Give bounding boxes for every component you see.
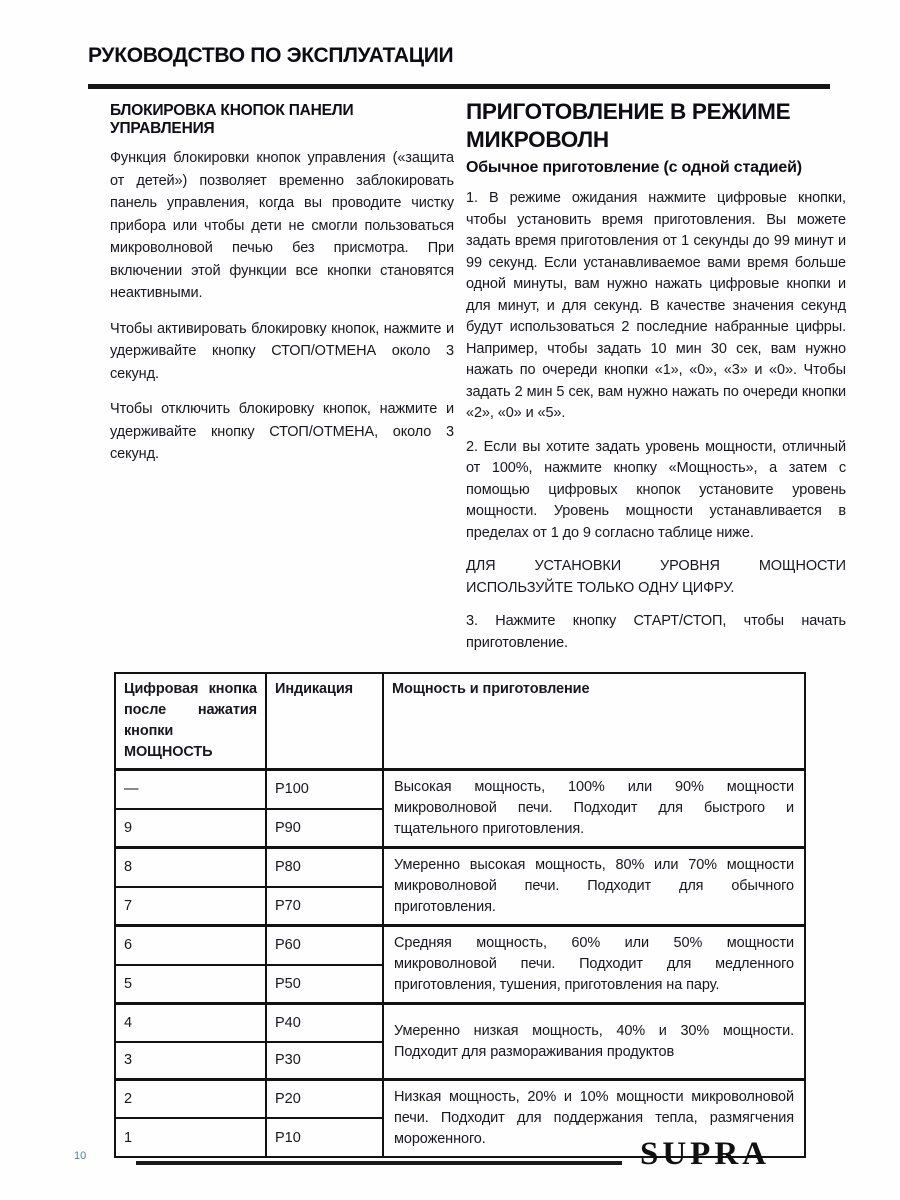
- table-header-row: [115, 673, 805, 770]
- power-description-cell: Высокая мощность, 100% или 90% мощности микроволновой печи. Подходит для быстрого и тщательного приготовления.: [383, 770, 805, 848]
- header-indication: Индикация: [266, 673, 383, 770]
- digit-key-cell: 2: [115, 1080, 266, 1119]
- digit-key-cell: 8: [115, 848, 266, 887]
- table-row: [115, 1080, 805, 1119]
- power-levels-table: [114, 672, 806, 1158]
- section-microwave-cooking: [466, 96, 846, 666]
- indication-cell: P30: [266, 1042, 383, 1080]
- power-level-note: ДЛЯ УСТАНОВКИ УРОВНЯ МОЩНОСТИ ИСПОЛЬЗУЙТЕ ТОЛЬКО ОДНУ ЦИФРУ.: [466, 558, 846, 596]
- digit-key-cell: 3: [115, 1042, 266, 1080]
- key-lock-paragraph: Функция блокировки кнопок управления («защита от детей») позволяет временно заблокировать панель управления, когда вы проводите чистку прибора или чтобы дети не смогли пользоваться микроволновой печью без присмотра. При включении этой функции все кнопки становятся неактивными.: [110, 150, 454, 301]
- cooking-step-2: 2. Если вы хотите задать уровень мощности, отличный от 100%, нажмите кнопку «Мощность», а затем с помощью цифровых кнопок установите уровень мощности. Уровень мощности устанавливается в пределах от 1 до 9 согласно таблице ниже.: [466, 438, 846, 541]
- power-description-cell: Умеренно высокая мощность, 80% или 70% мощности микроволновой печи. Подходит для обычного приготовления.: [383, 848, 805, 926]
- indication-cell: P10: [266, 1118, 383, 1157]
- indication-cell: P80: [266, 848, 383, 887]
- power-description-cell: Низкая мощность, 20% и 10% мощности микроволновой печи. Подходит для поддержания тепла, размягчения мороженного.: [383, 1080, 805, 1158]
- digit-key-cell: 9: [115, 809, 266, 848]
- digit-key-cell: 1: [115, 1118, 266, 1157]
- indication-cell: P20: [266, 1080, 383, 1119]
- header-power-description: Мощность и приготовление: [383, 673, 805, 770]
- footer-rule: [136, 1161, 622, 1165]
- key-lock-deactivate-paragraph: Чтобы отключить блокировку кнопок, нажмите и удерживайте кнопку СТОП/ОТМЕНА, около 3 секунд.: [110, 401, 454, 462]
- digit-key-cell: 5: [115, 965, 266, 1004]
- digit-key-cell: 7: [115, 887, 266, 926]
- supra-logo: SUPRA: [640, 1136, 771, 1172]
- table-row: [115, 770, 805, 809]
- digit-key-cell: —: [115, 770, 266, 809]
- key-lock-activate-paragraph: Чтобы активировать блокировку кнопок, нажмите и удерживайте кнопку СТОП/ОТМЕНА около 3 секунд.: [110, 320, 454, 382]
- key-lock-heading: БЛОКИРОВКА КНОПОК ПАНЕЛИ УПРАВЛЕНИЯ: [110, 102, 354, 137]
- title-rule: [88, 84, 830, 89]
- indication-cell: P100: [266, 770, 383, 809]
- indication-cell: P70: [266, 887, 383, 926]
- indication-cell: P40: [266, 1004, 383, 1042]
- cooking-step-1: 1. В режиме ожидания нажмите цифровые кнопки, чтобы установить время приготовления. Вы можете задать время приготовления от 1 секунды до 99 минут и 99 секунд. Если устанавливаемое вами время больше одной минуты, вам нужно нажать цифровые кнопки и для минут, и для секунд. В качестве значения секунд будут использоваться 2 последние набранные цифры. Например, чтобы задать 10 мин 30 сек, вам нужно нажать по очереди кнопки «1», «0», «3» и «0». Чтобы задать 2 мин 5 сек, вам нужно нажать по очереди кнопки «2», «0» и «5».: [466, 190, 846, 421]
- power-description-cell: Средняя мощность, 60% или 50% мощности микроволновой печи. Подходит для медленного приготовления, тушения, приготовления на пару.: [383, 926, 805, 1004]
- two-column-layout: [110, 96, 846, 666]
- single-stage-subheading: Обычное приготовление (с одной стадией): [466, 159, 802, 176]
- microwave-cooking-heading: ПРИГОТОВЛЕНИЕ В РЕЖИМЕ МИКРОВОЛН: [466, 99, 791, 152]
- digit-key-cell: 4: [115, 1004, 266, 1042]
- digit-key-cell: 6: [115, 926, 266, 965]
- table-row: [115, 1004, 805, 1042]
- page-number: 10: [74, 1150, 87, 1162]
- indication-cell: P50: [266, 965, 383, 1004]
- header-digit-key: Цифровая кнопка после нажатия кнопки МОЩНОСТЬ: [115, 673, 266, 770]
- cooking-step-3: 3. Нажмите кнопку СТАРТ/СТОП, чтобы начать приготовление.: [466, 613, 846, 651]
- indication-cell: P60: [266, 926, 383, 965]
- table-row: [115, 848, 805, 887]
- page-title: РУКОВОДСТВО ПО ЭКСПЛУАТАЦИИ: [88, 44, 454, 67]
- power-description-cell: Умеренно низкая мощность, 40% и 30% мощности. Подходит для размораживания продуктов: [383, 1004, 805, 1080]
- section-key-lock: [110, 96, 454, 479]
- indication-cell: P90: [266, 809, 383, 848]
- table-row: [115, 926, 805, 965]
